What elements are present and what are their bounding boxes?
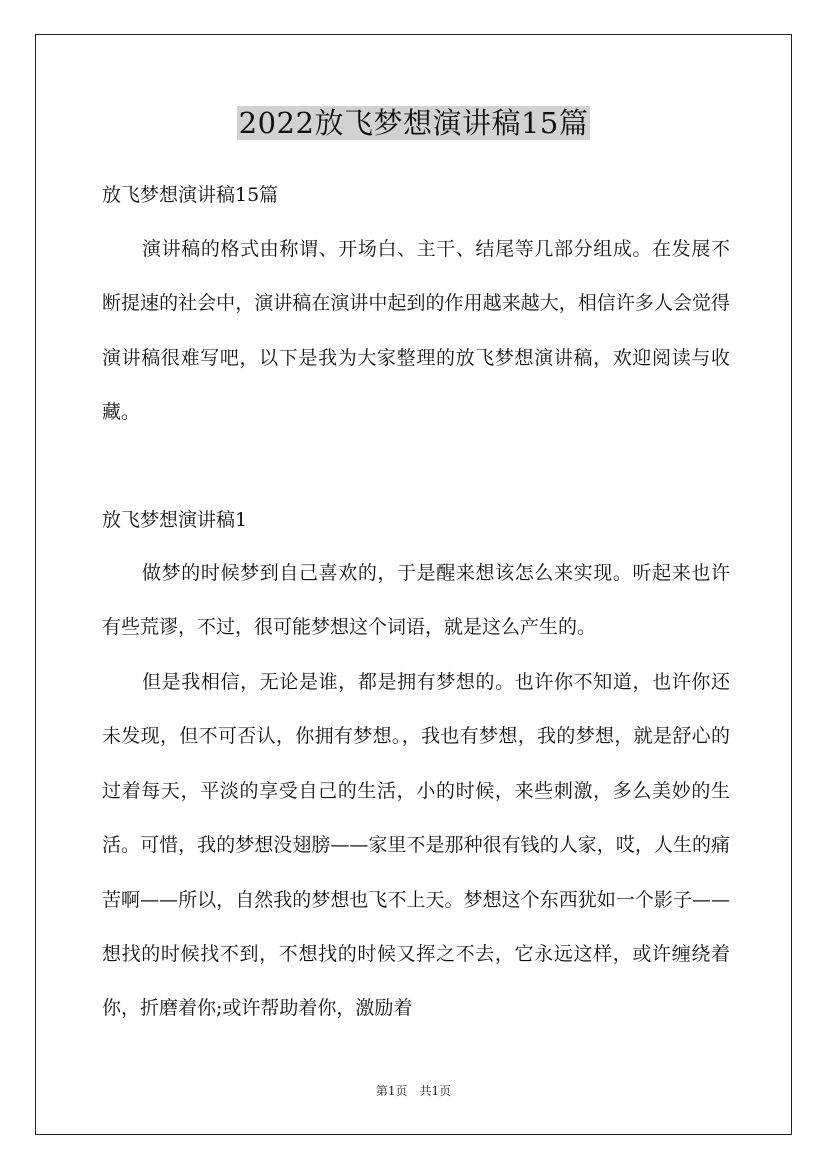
document-title-text: 2022放飞梦想演讲稿15篇: [238, 106, 589, 140]
body-paragraph: 但是我相信，无论是谁，都是拥有梦想的。也许你不知道，也许你还未发现，但不可否认，你拥有梦想。，我也有梦想，我的梦想，就是舒心的过着每天，平淡的享受自己的生活，小的时候，来些刺激，多么美妙的生活。可惜，我的梦想没翅膀——家里不是那种很有钱的人家，哎，人生的痛苦啊——所以，自然我的梦想也飞不上天。梦想这个东西犹如一个影子——想找的时候找不到，不想找的时候又挥之不去，它永远这样，或许缠绕着你，折磨着你;或许帮助着你，激励着: [102, 671, 730, 1020]
body-paragraph: 做梦的时候梦到自己喜欢的，于是醒来想该怎么来实现。听起来也许有些荒谬，不过，很可能梦想这个词语，就是这么产生的。: [102, 562, 730, 639]
intro-paragraph: 演讲稿的格式由称谓、开场白、主干、结尾等几部分组成。在发展不断提速的社会中，演讲稿在演讲中起到的作用越来越大，相信许多人会觉得演讲稿很难写吧，以下是我为大家整理的放飞梦想演讲稿，欢迎阅读与收藏。: [102, 238, 730, 424]
document-subtitle: 放飞梦想演讲稿15篇: [102, 184, 279, 206]
page-number: 第1页: [375, 1084, 408, 1098]
section-heading: 放飞梦想演讲稿1: [102, 509, 248, 531]
page-footer: [0, 1083, 827, 1099]
page-total: 共1页: [419, 1084, 452, 1098]
document-title: [0, 104, 827, 142]
